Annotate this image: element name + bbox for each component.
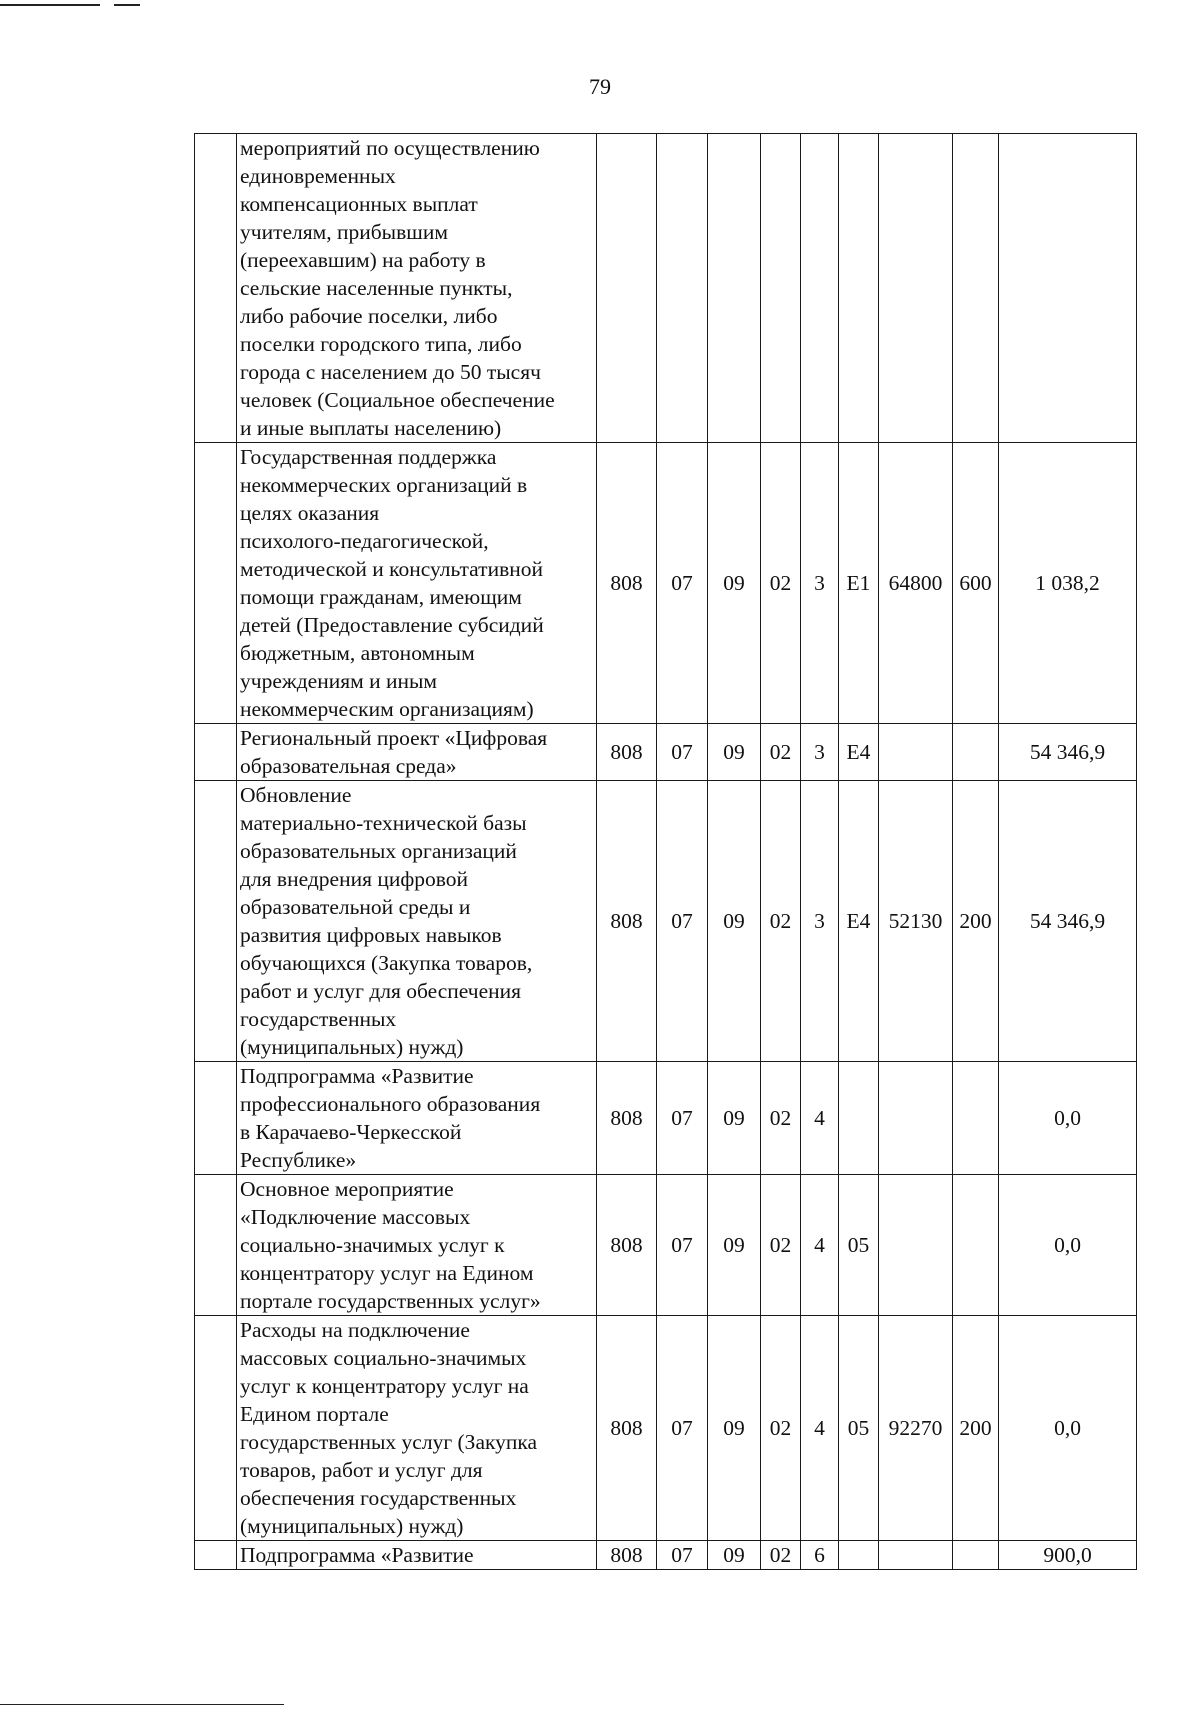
direction-code-cell: [879, 1541, 953, 1570]
item-name-line: Расходы на подключение: [240, 1318, 470, 1342]
item-name-line: Республике»: [240, 1148, 357, 1172]
amount-cell: [999, 134, 1137, 443]
row-number-cell: [195, 1541, 237, 1570]
subsection-code-cell: 09: [708, 724, 761, 781]
table-row: [195, 781, 1137, 1062]
section-code-cell: 07: [657, 1062, 708, 1175]
amount-cell: 0,0: [999, 1316, 1137, 1541]
item-name-line: учреждениям и иным: [240, 669, 438, 693]
direction-code-cell: [879, 1175, 953, 1316]
item-name-line: Государственная поддержка: [240, 445, 497, 469]
row-number-cell: [195, 1175, 237, 1316]
subsection-code-cell: 09: [708, 781, 761, 1062]
subprogram-code-cell: [801, 134, 839, 443]
item-name-line: учителям, прибывшим: [240, 220, 448, 244]
item-name-line: бюджетным, автономным: [240, 641, 475, 665]
item-name-line: обеспечения государственных: [240, 1486, 517, 1510]
program-code-cell: 02: [761, 1541, 801, 1570]
activity-code-cell: E4: [839, 724, 879, 781]
subprogram-code-cell: 4: [801, 1062, 839, 1175]
expense-type-cell: [953, 1062, 999, 1175]
item-name-line: товаров, работ и услуг для: [240, 1458, 483, 1482]
subprogram-code-cell: 4: [801, 1175, 839, 1316]
amount-cell: 0,0: [999, 1062, 1137, 1175]
program-code-cell: 02: [761, 1316, 801, 1541]
item-name-line: образовательной среды и: [240, 895, 471, 919]
scan-edge-mark: [0, 1704, 284, 1705]
item-name-line: концентратору услуг на Едином: [240, 1261, 534, 1285]
item-name-line: человек (Социальное обеспечение: [240, 388, 555, 412]
row-number-cell: [195, 134, 237, 443]
item-name-cell: [237, 1316, 597, 1541]
item-name-line: (муниципальных) нужд): [240, 1035, 464, 1059]
subsection-code-cell: 09: [708, 1541, 761, 1570]
scan-edge-mark: [0, 4, 100, 6]
item-name-line: целях оказания: [240, 501, 380, 525]
item-name-line: Обновление: [240, 783, 352, 807]
ministry-code-cell: 808: [597, 781, 657, 1062]
table-row: [195, 724, 1137, 781]
item-name-line: и иные выплаты населению): [240, 416, 502, 440]
item-name-cell: [237, 1541, 597, 1570]
item-name-cell: [237, 1062, 597, 1175]
expense-type-cell: [953, 134, 999, 443]
table-row: [195, 1541, 1137, 1570]
table-row: [195, 1316, 1137, 1541]
table-row: [195, 1175, 1137, 1316]
row-number-cell: [195, 1062, 237, 1175]
item-name-line: (переехавшим) на работу в: [240, 248, 486, 272]
section-code-cell: 07: [657, 724, 708, 781]
row-number-cell: [195, 443, 237, 724]
item-name-line: сельские населенные пункты,: [240, 276, 513, 300]
item-name-line: образовательных организаций: [240, 839, 517, 863]
program-code-cell: 02: [761, 1062, 801, 1175]
expense-type-cell: [953, 1175, 999, 1316]
program-code-cell: 02: [761, 1175, 801, 1316]
item-name-line: некоммерческих организаций в: [240, 473, 528, 497]
row-number-cell: [195, 1316, 237, 1541]
table-body: [195, 134, 1137, 1570]
subsection-code-cell: 09: [708, 1316, 761, 1541]
ministry-code-cell: 808: [597, 1062, 657, 1175]
item-name-line: Основное мероприятие: [240, 1177, 454, 1201]
item-name-line: портале государственных услуг»: [240, 1289, 541, 1313]
section-code-cell: 07: [657, 1175, 708, 1316]
section-code-cell: 07: [657, 1541, 708, 1570]
direction-code-cell: 64800: [879, 443, 953, 724]
section-code-cell: [657, 134, 708, 443]
program-code-cell: 02: [761, 443, 801, 724]
item-name-line: Подпрограмма «Развитие: [240, 1064, 474, 1088]
item-name-line: услуг к концентратору услуг на: [240, 1374, 529, 1398]
direction-code-cell: [879, 1062, 953, 1175]
page-number: 79: [589, 74, 611, 99]
activity-code-cell: E4: [839, 781, 879, 1062]
item-name-line: государственных: [240, 1007, 397, 1031]
ministry-code-cell: 808: [597, 443, 657, 724]
item-name-line: детей (Предоставление субсидий: [240, 613, 544, 637]
expense-type-cell: 600: [953, 443, 999, 724]
activity-code-cell: [839, 134, 879, 443]
item-name-line: компенсационных выплат: [240, 192, 478, 216]
ministry-code-cell: 808: [597, 1541, 657, 1570]
item-name-cell: [237, 1175, 597, 1316]
amount-cell: 0,0: [999, 1175, 1137, 1316]
item-name-cell: [237, 134, 597, 443]
direction-code-cell: 52130: [879, 781, 953, 1062]
item-name-cell: [237, 781, 597, 1062]
subprogram-code-cell: 3: [801, 781, 839, 1062]
item-name-line: государственных услуг (Закупка: [240, 1430, 538, 1454]
program-code-cell: [761, 134, 801, 443]
amount-cell: 900,0: [999, 1541, 1137, 1570]
subprogram-code-cell: 6: [801, 1541, 839, 1570]
item-name-line: «Подключение массовых: [240, 1205, 471, 1229]
item-name-line: Едином портале: [240, 1402, 389, 1426]
activity-code-cell: 05: [839, 1316, 879, 1541]
row-number-cell: [195, 781, 237, 1062]
program-code-cell: 02: [761, 781, 801, 1062]
item-name-line: профессионального образования: [240, 1092, 541, 1116]
direction-code-cell: 92270: [879, 1316, 953, 1541]
expense-type-cell: [953, 1541, 999, 1570]
item-name-line: работ и услуг для обеспечения: [240, 979, 522, 1003]
section-code-cell: 07: [657, 443, 708, 724]
item-name-line: помощи гражданам, имеющим: [240, 585, 522, 609]
section-code-cell: 07: [657, 1316, 708, 1541]
item-name-line: обучающихся (Закупка товаров,: [240, 951, 533, 975]
item-name-line: массовых социально-значимых: [240, 1346, 527, 1370]
amount-cell: 1 038,2: [999, 443, 1137, 724]
activity-code-cell: E1: [839, 443, 879, 724]
item-name-line: (муниципальных) нужд): [240, 1514, 464, 1538]
activity-code-cell: [839, 1541, 879, 1570]
subsection-code-cell: 09: [708, 443, 761, 724]
item-name-line: поселки городского типа, либо: [240, 332, 522, 356]
item-name-line: методической и консультативной: [240, 557, 543, 581]
program-code-cell: 02: [761, 724, 801, 781]
amount-cell: 54 346,9: [999, 724, 1137, 781]
ministry-code-cell: 808: [597, 724, 657, 781]
item-name-line: психолого-педагогической,: [240, 529, 489, 553]
subprogram-code-cell: 3: [801, 443, 839, 724]
item-name-line: социально-значимых услуг к: [240, 1233, 505, 1257]
item-name-cell: [237, 443, 597, 724]
item-name-line: города с населением до 50 тысяч: [240, 360, 541, 384]
item-name-line: в Карачаево-Черкесской: [240, 1120, 462, 1144]
item-name-line: для внедрения цифровой: [240, 867, 469, 891]
item-name-line: Региональный проект «Цифровая: [240, 726, 548, 750]
amount-cell: 54 346,9: [999, 781, 1137, 1062]
activity-code-cell: 05: [839, 1175, 879, 1316]
expense-type-cell: 200: [953, 781, 999, 1062]
item-name-line: некоммерческим организациям): [240, 697, 534, 721]
subsection-code-cell: 09: [708, 1062, 761, 1175]
row-number-cell: [195, 724, 237, 781]
table-row: [195, 443, 1137, 724]
subprogram-code-cell: 4: [801, 1316, 839, 1541]
item-name-line: материально-технической базы: [240, 811, 527, 835]
item-name-line: Подпрограмма «Развитие: [240, 1543, 474, 1567]
scan-edge-mark: [114, 4, 140, 6]
ministry-code-cell: 808: [597, 1316, 657, 1541]
expense-type-cell: [953, 724, 999, 781]
item-name-line: либо рабочие поселки, либо: [240, 304, 498, 328]
table-row: [195, 134, 1137, 443]
item-name-line: единовременных: [240, 164, 396, 188]
ministry-code-cell: 808: [597, 1175, 657, 1316]
subsection-code-cell: [708, 134, 761, 443]
item-name-line: мероприятий по осуществлению: [240, 136, 540, 160]
ministry-code-cell: [597, 134, 657, 443]
expense-type-cell: 200: [953, 1316, 999, 1541]
activity-code-cell: [839, 1062, 879, 1175]
item-name-line: образовательная среда»: [240, 754, 457, 778]
section-code-cell: 07: [657, 781, 708, 1062]
table-row: [195, 1062, 1137, 1175]
item-name-cell: [237, 724, 597, 781]
subprogram-code-cell: 3: [801, 724, 839, 781]
direction-code-cell: [879, 724, 953, 781]
item-name-line: развития цифровых навыков: [240, 923, 502, 947]
direction-code-cell: [879, 134, 953, 443]
subsection-code-cell: 09: [708, 1175, 761, 1316]
budget-table: [194, 133, 1137, 1570]
